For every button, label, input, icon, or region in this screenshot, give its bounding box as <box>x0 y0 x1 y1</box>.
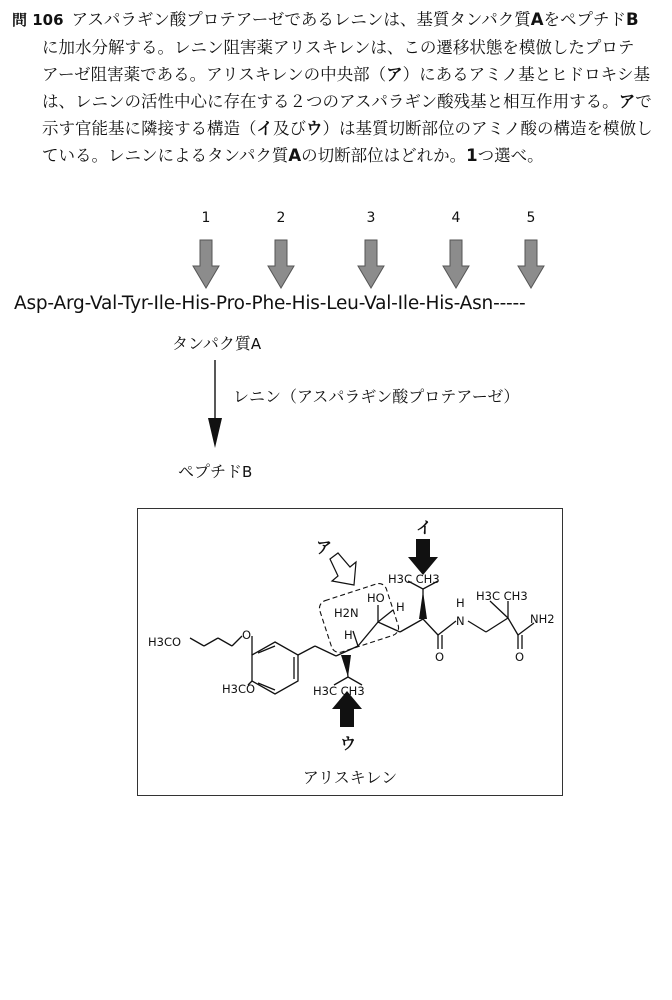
question-line-4-segment: は、レニンの活性中心に存在する２つのアスパラギン酸残基と相互作用する。 <box>42 92 619 111</box>
cleavage-arrows <box>0 196 672 296</box>
h-left-label: H <box>344 628 353 642</box>
black-arrow-i <box>408 539 438 575</box>
option-3-arrow <box>358 240 384 288</box>
option-1-label[interactable]: 1 <box>201 210 211 226</box>
functional-group-box <box>317 582 400 655</box>
isopropyl-bottom-label: H3C CH3 <box>313 684 365 698</box>
question-line-6-segment: つ選べ。 <box>477 146 544 165</box>
enzyme-label: レニン（アスパラギン酸プロテアーゼ） <box>233 387 520 406</box>
amino-label: H2N <box>334 606 359 620</box>
amide-h-label: H <box>456 596 465 610</box>
benzene-ring <box>252 642 298 694</box>
question-line-5-segment: 示す官能基に隣接する構造（ <box>42 119 257 138</box>
question-line-6-segment: ている。レニンによるタンパク質 <box>42 146 289 165</box>
dimethyl-label: H3C CH3 <box>476 589 528 603</box>
question-line-1-segment: アスパラギン酸プロテアーゼであるレニンは、基質タンパク質 <box>71 10 531 29</box>
question-line-6 <box>12 142 664 169</box>
question-line-3-segment: ア <box>386 65 403 84</box>
question-line-5-segment: 及び <box>273 119 306 138</box>
question-line-4-segment: で <box>635 92 652 111</box>
question-line-1-segment: をペプチド <box>543 10 627 29</box>
aliskiren-structure-box <box>137 508 563 796</box>
question-line-4 <box>12 88 664 115</box>
question-line-5-segment: イ <box>256 119 273 138</box>
terminal-amide-label: NH2 <box>530 612 555 626</box>
question-line-3-segment: ）にあるアミノ基とヒドロキシ基 <box>402 65 650 84</box>
h-right-label: H <box>396 600 405 614</box>
question-line-2 <box>12 34 664 61</box>
question-line-5-segment: ）は基質切断部位のアミノ酸の構造を模倣し <box>322 119 653 138</box>
label-u: ウ <box>340 734 357 753</box>
label-i: イ <box>416 518 433 537</box>
question-line-1 <box>12 6 664 34</box>
question-number: 問 106 <box>12 11 64 29</box>
carbonyl-o1-label: O <box>435 650 445 664</box>
question-line-3-segment: アーゼ阻害薬である。アリスキレンの中央部（ <box>42 65 387 84</box>
product-letter: B <box>242 463 253 481</box>
product-prefix: ペプチド <box>178 462 243 481</box>
question-line-4-segment: ア <box>618 92 636 111</box>
option-5-label[interactable]: 5 <box>526 210 536 226</box>
wedge-bond-bottom <box>341 655 351 677</box>
question-text <box>12 6 664 169</box>
question-line-3 <box>12 61 664 88</box>
ring-oxygen-label: O <box>242 628 252 642</box>
cleavage-options <box>0 196 672 300</box>
question-line-5-segment: ウ <box>306 119 323 138</box>
option-2-label[interactable]: 2 <box>276 210 286 226</box>
question-line-6-segment: の切断部位はどれか。 <box>301 146 467 165</box>
carbonyl-o2-label: O <box>515 650 525 664</box>
methoxy-label: H3CO <box>222 682 256 696</box>
option-1-arrow <box>193 240 219 288</box>
substrate-label <box>172 331 261 354</box>
aliskiren-structure <box>138 509 564 797</box>
question-line-5 <box>12 115 664 142</box>
hydroxy-label: HO <box>367 591 385 605</box>
question-line-1-segment: B <box>626 10 639 29</box>
option-3-label[interactable]: 3 <box>366 210 376 226</box>
substrate-letter: A <box>250 335 262 353</box>
substrate-prefix: タンパク質 <box>172 334 251 353</box>
question-line-2-segment: に加水分解する。レニン阻害薬アリスキレンは、この遷移状態を模倣したプロテ <box>42 38 635 57</box>
option-4-label[interactable]: 4 <box>451 210 461 226</box>
peptide-sequence: Asp-Arg-Val-Tyr-Ile-His-Pro-Phe-His-Leu-Val-Ile-His-Asn----- <box>14 293 526 314</box>
option-4-arrow <box>443 240 469 288</box>
option-2-arrow <box>268 240 294 288</box>
question-line-1-segment: A <box>530 10 544 29</box>
question-line-1-text <box>72 10 639 29</box>
methoxypropoxy-label: H3CO <box>148 635 182 649</box>
question-line-6-segment: 1 <box>466 146 478 165</box>
question-line-6-segment: A <box>288 146 302 165</box>
wedge-bond-top <box>419 591 427 619</box>
label-a: ア <box>316 538 333 557</box>
hollow-arrow-a <box>330 553 356 585</box>
product-label <box>178 459 252 482</box>
option-5-arrow <box>518 240 544 288</box>
amide-n-label: N <box>456 614 465 628</box>
isopropyl-top-label: H3C CH3 <box>388 572 440 586</box>
structure-name: アリスキレン <box>302 768 398 787</box>
